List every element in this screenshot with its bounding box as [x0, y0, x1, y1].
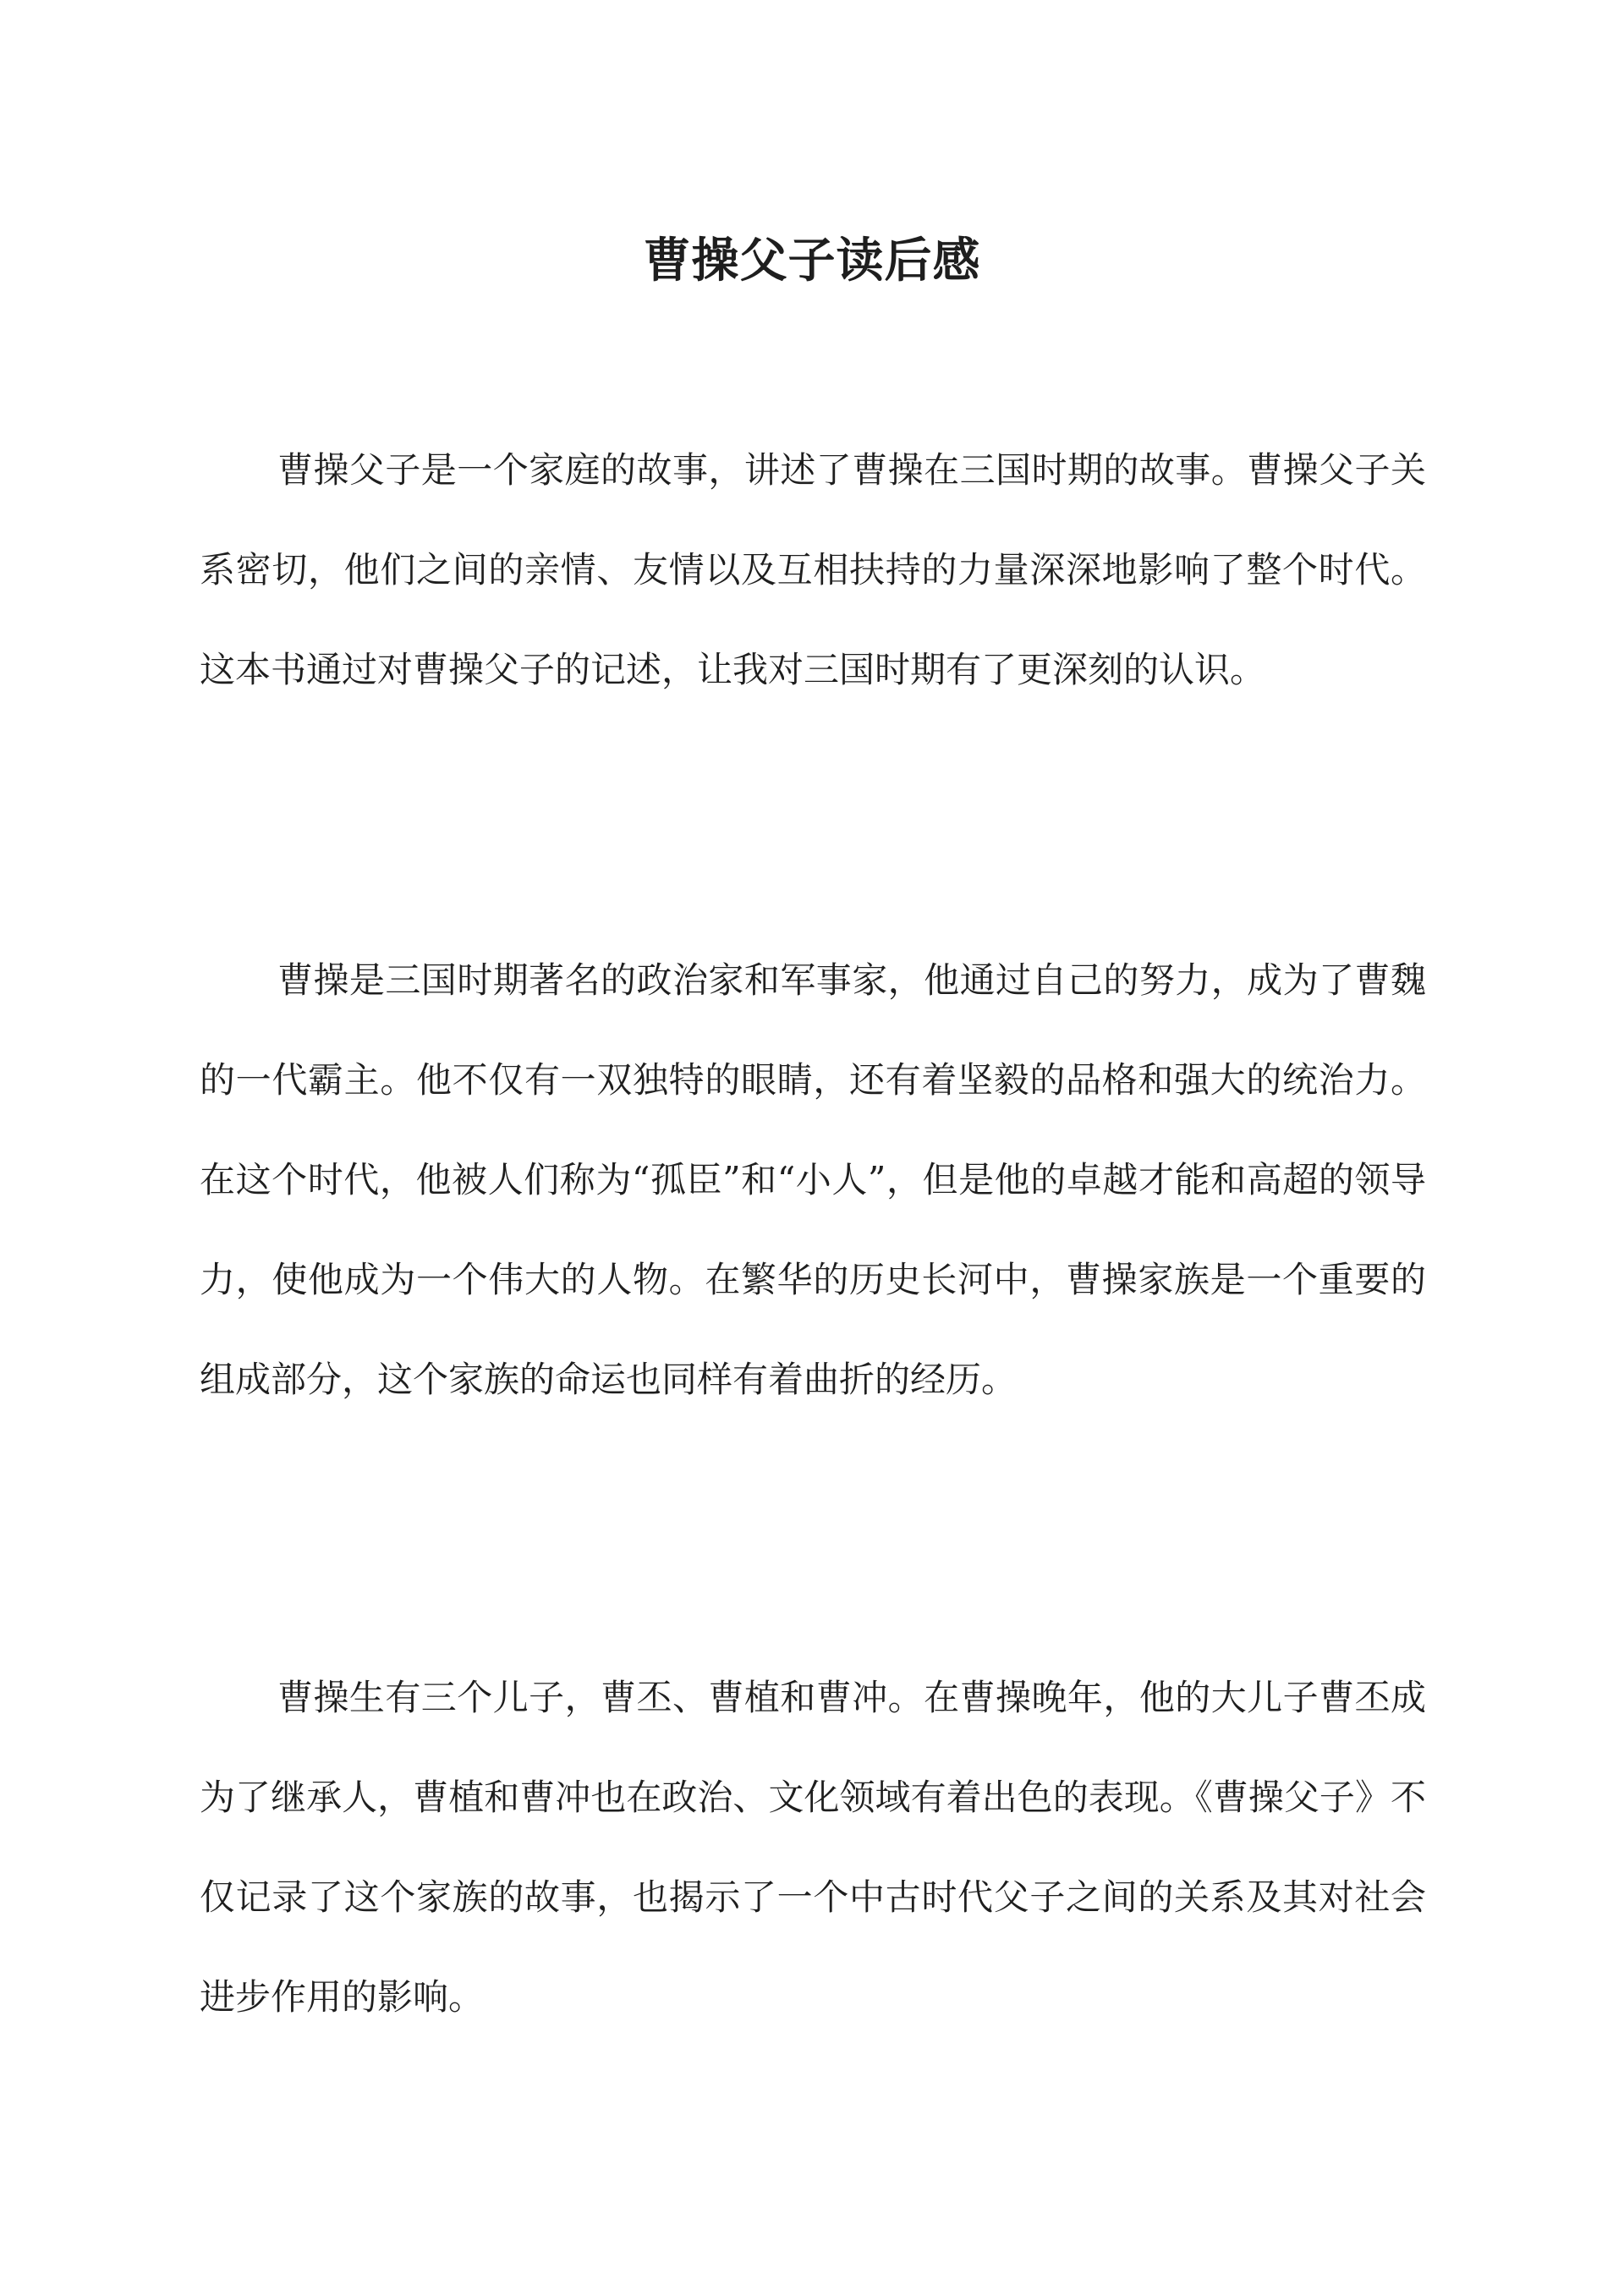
paragraph-3: 曹操生有三个儿子，曹丕、曹植和曹冲。在曹操晚年，他的大儿子曹丕成为了继承人，曹植和曹冲也在政治、文化领域有着出色的表现。《曹操父子》不仅记录了这个家族的故事，也揭示了一个中古时代父子之间的关系及其对社会进步作用的影响。	[200, 1677, 1426, 2018]
paragraph-1: 曹操父子是一个家庭的故事，讲述了曹操在三国时期的故事。曹操父子关系密切，他们之间的亲情、友情以及互相扶持的力量深深地影响了整个时代。这本书通过对曹操父子的记述，让我对三国时期有了更深刻的认识。	[200, 449, 1426, 690]
document-title: 曹操父子读后感	[643, 232, 981, 288]
paragraph-2: 曹操是三国时期著名的政治家和军事家，他通过自己的努力，成为了曹魏的一代霸主。他不仅有一双独特的眼睛，还有着坚毅的品格和强大的统治力。在这个时代，他被人们称为“孤臣”和“小人”，但是他的卓越才能和高超的领导力，使他成为一个伟大的人物。在繁华的历史长河中，曹操家族是一个重要的组成部分，这个家族的命运也同样有着曲折的经历。	[200, 959, 1426, 1400]
